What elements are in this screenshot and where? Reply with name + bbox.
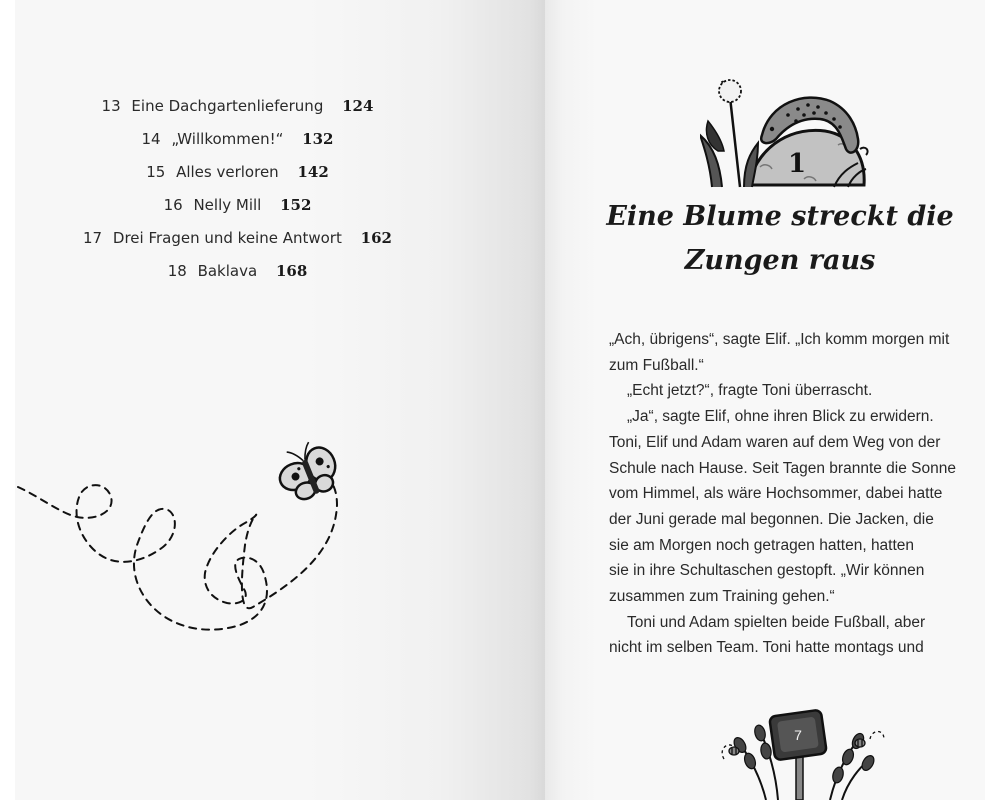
- toc-chapter-title: Nelly Mill: [193, 196, 262, 214]
- dandelion-icon: [719, 80, 741, 102]
- bee-icon: [855, 739, 865, 747]
- toc-entry: [0, 255, 530, 288]
- toc-page-number: 132: [302, 130, 334, 148]
- toc-chapter-title: Alles verloren: [176, 163, 279, 181]
- toc-chapter-title: Drei Fragen und keine Antwort: [112, 229, 342, 247]
- butterfly-icon: [271, 436, 344, 506]
- toc-page-number: 142: [297, 163, 329, 181]
- toc-chapter-number: 18: [167, 262, 187, 280]
- text-line: Schule nach Hause. Seit Tagen brannte die Sonne: [609, 459, 956, 477]
- toc-chapter-number: 14: [141, 130, 161, 148]
- toc-page-number: 152: [280, 196, 312, 214]
- text-line: „Ach, übrigens“, sagte Elif. „Ich komm morgen mit: [609, 331, 950, 348]
- bee-icon: [729, 747, 739, 755]
- chapter-number: 1: [787, 149, 807, 179]
- text-line: Toni, Elif und Adam waren auf dem Weg von der: [609, 433, 941, 451]
- toc-page-number: 162: [360, 229, 392, 247]
- sign-number: 7: [794, 727, 802, 743]
- toc-entry: [0, 222, 530, 255]
- toc-chapter-number: 13: [101, 97, 121, 115]
- flight-path-line: [18, 481, 337, 630]
- toc-chapter-number: 17: [83, 229, 103, 247]
- text-line: zusammen zum Training gehen.“: [609, 588, 835, 606]
- text-line: sie in ihre Schultaschen gestopft. „Wir können: [609, 562, 925, 580]
- toc-entry: [0, 123, 530, 156]
- toc-chapter-number: 15: [146, 163, 166, 181]
- butterfly-flight-illustration: [15, 435, 350, 640]
- chapter-title: [600, 195, 960, 283]
- text-line: zum Fußball.“: [609, 356, 704, 374]
- chapter-title-line: Eine Blume streckt die: [606, 201, 954, 232]
- text-line: „Ja“, sagte Elif, ohne ihren Blick zu erwidern.: [627, 408, 934, 426]
- toc-entry: [0, 189, 530, 222]
- toc-chapter-number: 16: [163, 196, 183, 214]
- toc-page-number: 124: [342, 97, 374, 115]
- toc-chapter-title: Baklava: [197, 262, 258, 280]
- chapter-opener-illustration: [700, 75, 875, 190]
- text-line: vom Himmel, als wäre Hochsommer, dabei hatte: [609, 485, 943, 503]
- text-line: nicht im selben Team. Toni hatte montags und: [609, 639, 924, 657]
- chapter-title-line: Zungen raus: [684, 245, 876, 276]
- garden-sign-illustration: [720, 705, 890, 800]
- toc-page-number: 168: [275, 262, 308, 280]
- toc-entry: [0, 90, 530, 123]
- text-line: „Echt jetzt?“, fragte Toni überrascht.: [627, 382, 873, 400]
- table-of-contents: [0, 90, 530, 288]
- text-line: sie am Morgen noch getragen hatten, hatten: [609, 536, 915, 554]
- text-line: der Juni gerade mal begonnen. Die Jacken, die: [609, 510, 934, 528]
- toc-chapter-title: Eine Dachgartenlieferung: [131, 97, 324, 115]
- toc-chapter-title: „Willkommen!“: [171, 130, 284, 148]
- toc-entry: [0, 156, 530, 189]
- chapter-body-text: [609, 327, 989, 661]
- text-line: Toni und Adam spielten beide Fußball, aber: [627, 613, 926, 631]
